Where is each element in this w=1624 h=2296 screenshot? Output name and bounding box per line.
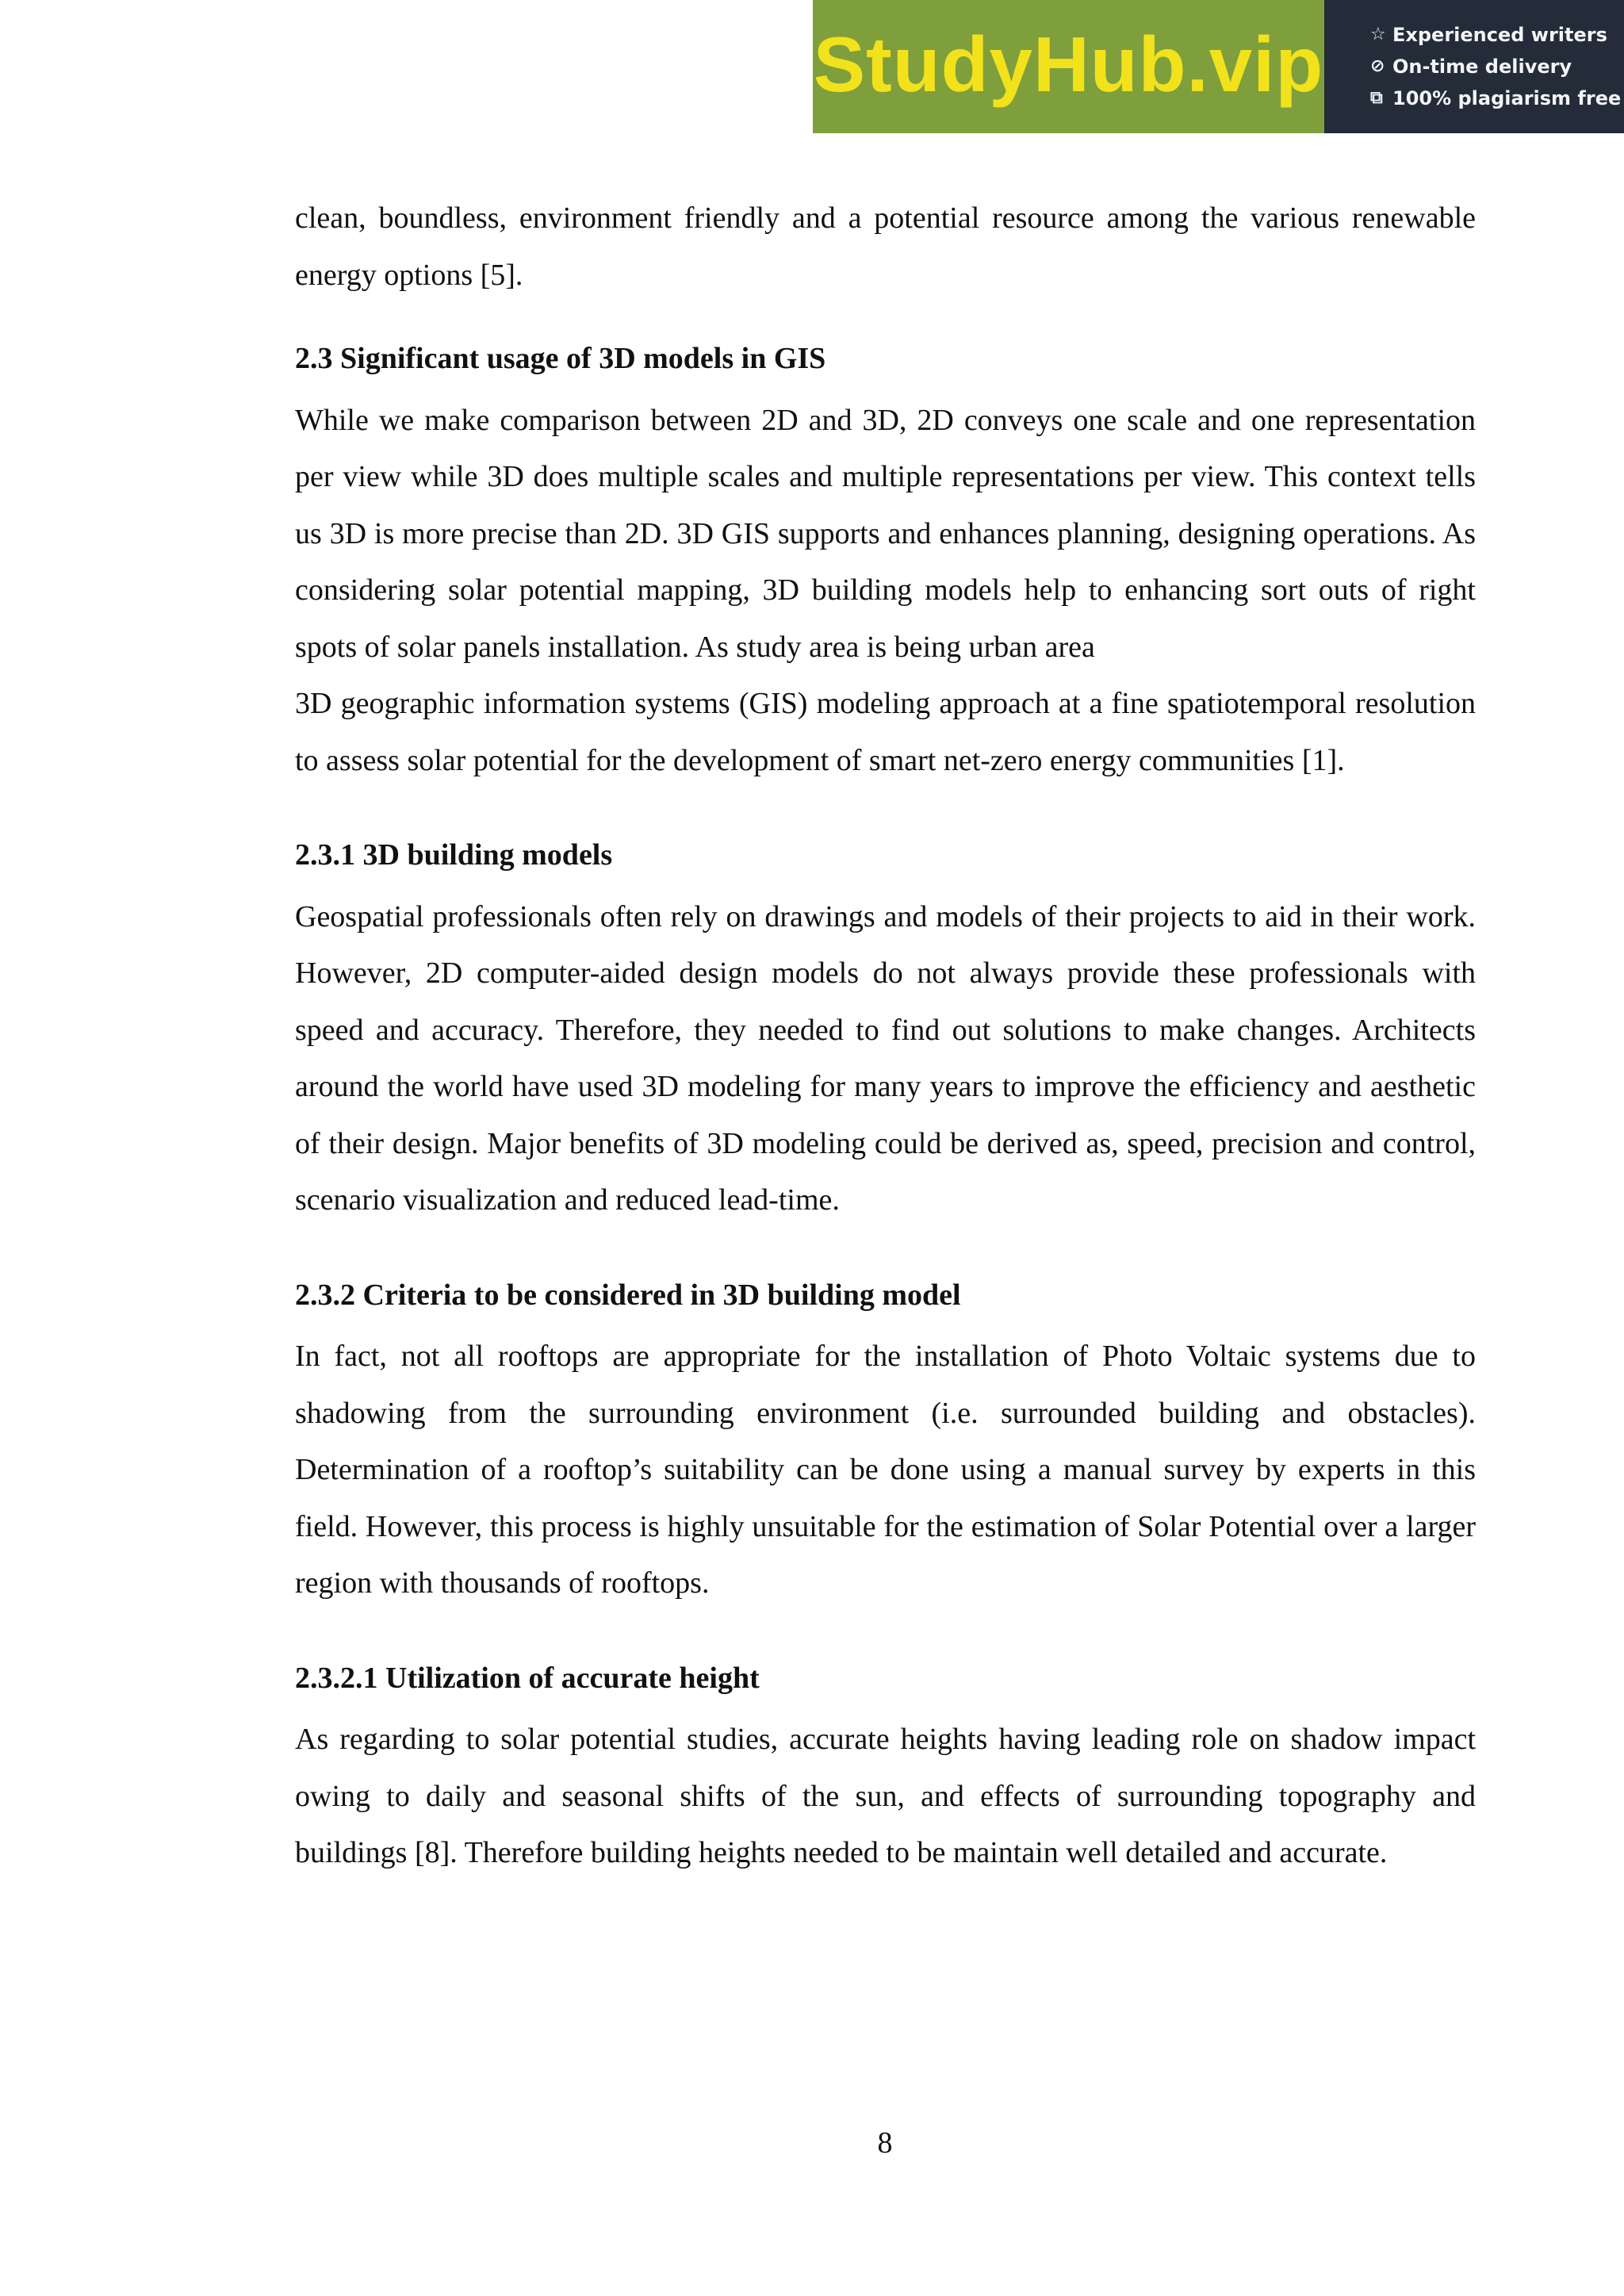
intro-paragraph: clean, boundless, environment friendly and a potential resource among the various renewable energy options [5]. [295, 201, 1476, 292]
feature-label: 100% plagiarism free [1392, 87, 1622, 109]
copy-icon: ⧉ [1370, 88, 1383, 108]
studyhub-logo: StudyHub.vip [813, 21, 1324, 108]
section-2-3-2-1-paragraph: As regarding to solar potential studies, accurate heights having leading role on shadow impact owing to daily and seasonal shifts of the sun, and effects of surrounding topography and buildings [8]. Therefore building heights needed to be maintain well detailed and accurate. [295, 1723, 1476, 1869]
feature-plagiarism-free [1370, 86, 1624, 110]
feature-experienced-writers [1370, 23, 1624, 47]
document-body [295, 190, 1476, 1882]
feature-on-time-delivery [1370, 55, 1624, 79]
banner-logo-panel [813, 0, 1324, 133]
page-number: 8 [877, 2126, 893, 2160]
feature-label: On-time delivery [1392, 56, 1572, 78]
section-2-3-1-paragraph: Geospatial professionals often rely on drawings and models of their projects to aid in their work. However, 2D computer-aided design models do not always provide these professionals with speed and accuracy. Therefore, they needed to find out solutions to make changes. Architects around the world have used 3D modeling for many years to improve the efficiency and aesthetic of their design. Major benefits of 3D modeling could be derived as, speed, precision and control, scenario visualization and reduced lead-time. [295, 899, 1476, 1217]
studyhub-ad-banner[interactable] [813, 0, 1624, 133]
section-2-3-paragraph-1: While we make comparison between 2D and 3D, 2D conveys one scale and one representation per view while 3D does multiple scales and multiple representations per view. This context tells us 3D is more precise than 2D. 3D GIS supports and enhances planning, designing operations. As considering solar potential mapping, 3D building models help to enhancing sort outs of right spots of solar panels installation. As study area is being urban area [295, 403, 1476, 664]
section-2-3-2-1-heading: 2.3.2.1 Utilization of accurate height [295, 1661, 760, 1695]
section-2-3-2-paragraph: In fact, not all rooftops are appropriate for the installation of Photo Voltaic systems due to shadowing from the surrounding environment (i.e. surrounded building and obstacles). Determination of a rooftop’s suitability can be done using a manual survey by experts in this field. However, this process is highly unsuitable for the estimation of Solar Potential over a larger region with thousands of rooftops. [295, 1340, 1476, 1600]
section-2-3-paragraph-2: 3D geographic information systems (GIS) modeling approach at a fine spatiotemporal resolution to assess solar potential for the development of smart net-zero energy communities [1]. [295, 687, 1476, 777]
section-2-3-2-heading: 2.3.2 Criteria to be considered in 3D building model [295, 1278, 961, 1312]
section-2-3-heading: 2.3 Significant usage of 3D models in GIS [295, 342, 826, 375]
feature-label: Experienced writers [1392, 24, 1607, 46]
star-icon: ☆ [1370, 25, 1386, 44]
clock-icon: ⊘ [1370, 56, 1385, 76]
banner-features-panel [1324, 0, 1624, 133]
section-2-3-1-heading: 2.3.1 3D building models [295, 838, 613, 872]
